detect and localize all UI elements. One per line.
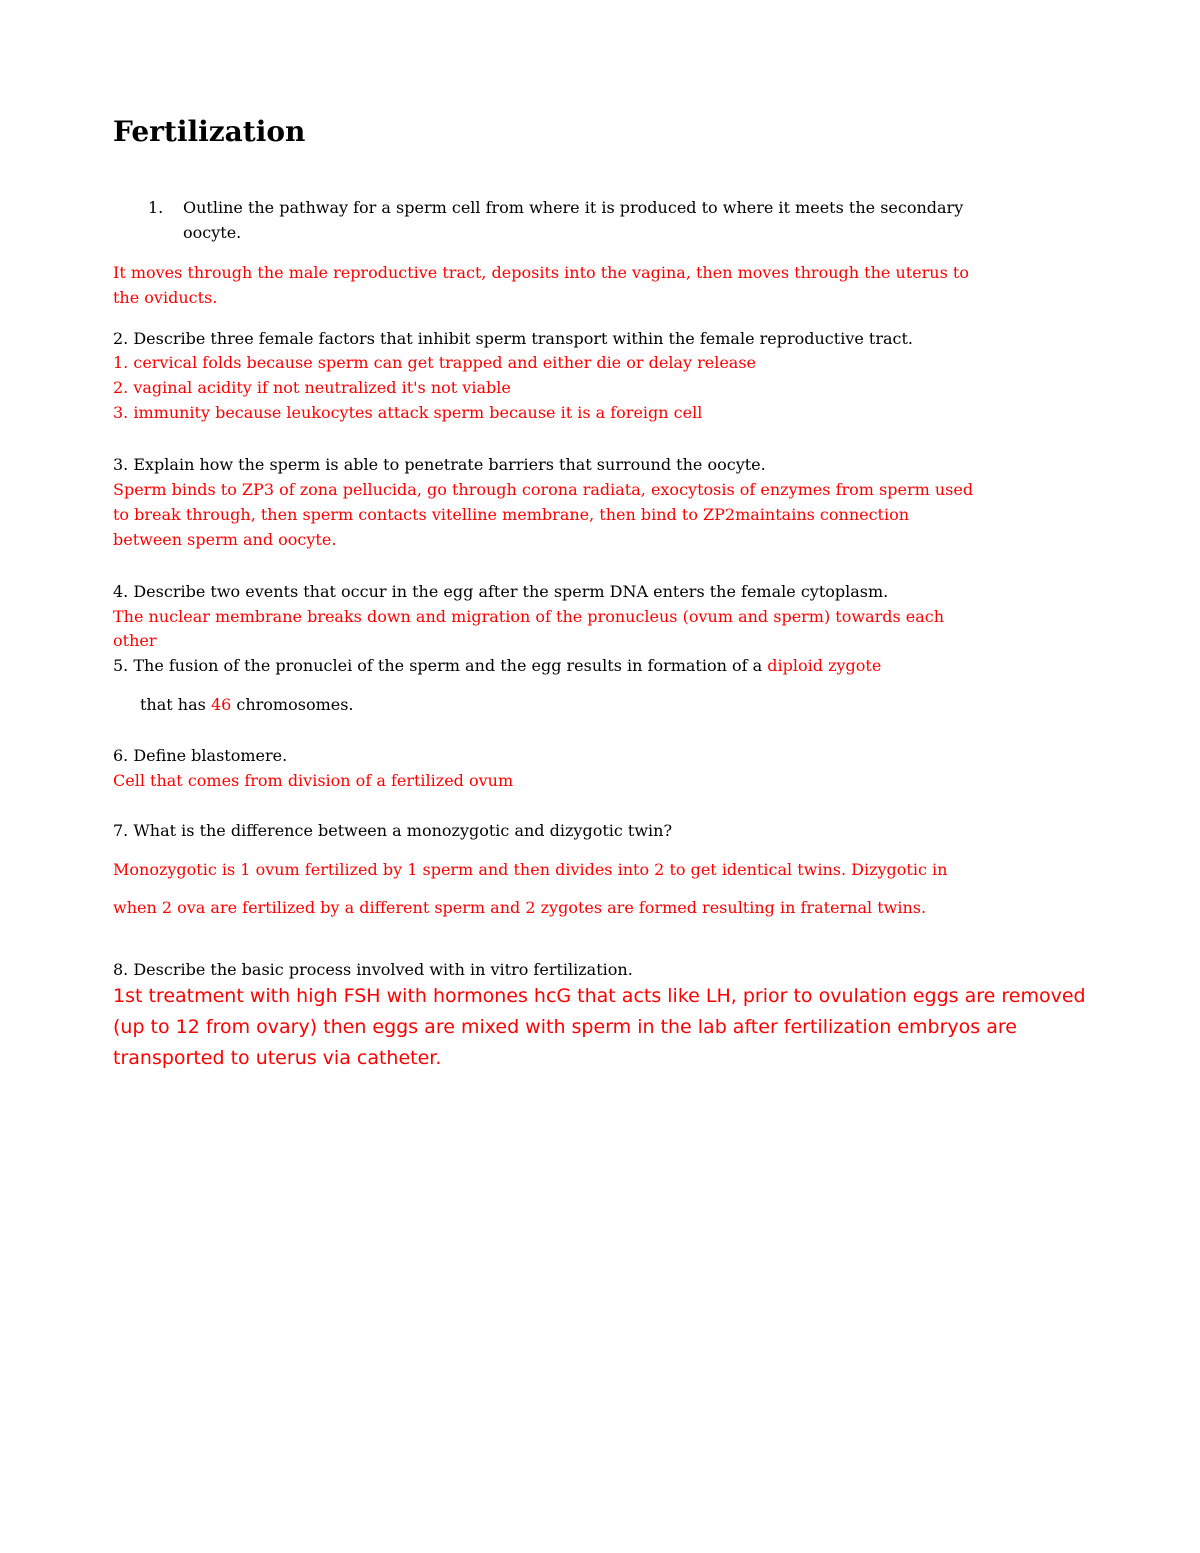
q8-question: 8. Describe the basic process involved with in vitro fertilization. xyxy=(113,960,633,979)
q7-answer-line-1: Monozygotic is 1 ovum fertilized by 1 sperm and then divides into 2 to get identical twins. Dizygotic in xyxy=(113,860,948,879)
q6-answer: Cell that comes from division of a fertilized ovum xyxy=(113,771,514,790)
q7-question: 7. What is the difference between a monozygotic and dizygotic twin? xyxy=(113,821,673,840)
q1-answer-line-1: It moves through the male reproductive tract, deposits into the vagina, then moves through the uterus to xyxy=(113,263,969,282)
q1-question-line-2: oocyte. xyxy=(183,223,242,242)
q2-answer-3: 3. immunity because leukocytes attack sperm because it is a foreign cell xyxy=(113,403,703,422)
q5-statement-line-1 xyxy=(113,653,881,678)
q5-line2-prefix: that has xyxy=(140,695,211,714)
q4-answer-line-1: The nuclear membrane breaks down and migration of the pronucleus (ovum and sperm) towards each xyxy=(113,607,945,626)
q7-answer-line-2: when 2 ova are fertilized by a different sperm and 2 zygotes are formed resulting in fraternal twins. xyxy=(113,898,927,917)
q8-answer-line-1: 1st treatment with high FSH with hormones hcG that acts like LH, prior to ovulation eggs are removed xyxy=(113,985,1086,1007)
q2-answer-2: 2. vaginal acidity if not neutralized it's not viable xyxy=(113,378,511,397)
q2-question: 2. Describe three female factors that inhibit sperm transport within the female reproductive tract. xyxy=(113,329,913,348)
q1-question-line-1: Outline the pathway for a sperm cell from where it is produced to where it meets the secondary xyxy=(183,198,964,217)
q4-answer-line-2: other xyxy=(113,631,157,650)
q1-answer-line-2: the oviducts. xyxy=(113,288,218,307)
q3-question: 3. Explain how the sperm is able to penetrate barriers that surround the oocyte. xyxy=(113,455,766,474)
q5-statement-line-2 xyxy=(140,692,354,717)
page-title: Fertilization xyxy=(113,115,306,148)
q5-line2-suffix: chromosomes. xyxy=(231,695,354,714)
q2-answer-1: 1. cervical folds because sperm can get trapped and either die or delay release xyxy=(113,353,757,372)
q5-blank-2: 46 xyxy=(210,695,232,714)
q8-answer-line-2: (up to 12 from ovary) then eggs are mixed with sperm in the lab after fertilization embryos are xyxy=(113,1016,1017,1038)
q3-answer-line-3: between sperm and oocyte. xyxy=(113,530,337,549)
q4-question: 4. Describe two events that occur in the egg after the sperm DNA enters the female cytoplasm. xyxy=(113,582,889,601)
q5-prefix: 5. The fusion of the pronuclei of the sperm and the egg results in formation of a xyxy=(113,656,768,675)
q5-blank-1: diploid zygote xyxy=(767,656,882,675)
q1-number: 1. xyxy=(148,198,164,217)
q8-answer-line-3: transported to uterus via catheter. xyxy=(113,1047,442,1069)
q3-answer-line-2: to break through, then sperm contacts vitelline membrane, then bind to ZP2maintains connection xyxy=(113,505,910,524)
q6-question: 6. Define blastomere. xyxy=(113,746,288,765)
q3-answer-line-1: Sperm binds to ZP3 of zona pellucida, go through corona radiata, exocytosis of enzymes from sperm used xyxy=(113,480,974,499)
